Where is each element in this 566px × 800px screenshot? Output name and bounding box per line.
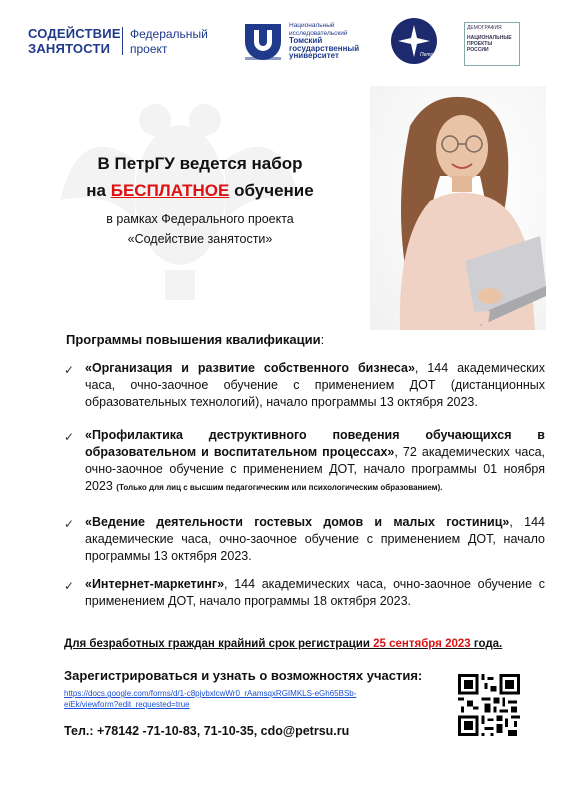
deadline-date: 25 сентября 2023 <box>373 638 471 650</box>
logo-divider <box>122 27 123 55</box>
registration-link-line-2[interactable]: eiEk/viewform?edit_requested=true <box>64 700 190 709</box>
tsu-small-2: исследовательский <box>289 29 348 37</box>
program-3-text: , 144 академические часа, очно-заочное обучение с применением ДОТ, начало программы 13 октября 2023. <box>85 515 545 563</box>
contact-info: Тел.: +78142 -71-10-83, 71-10-35, cdo@petrsu.ru <box>64 724 350 738</box>
woman-with-laptop-photo <box>370 86 546 330</box>
program-item-1 <box>85 360 545 411</box>
program-2-note: (Только для лиц с высшим педагогическим или психологическим образованием). <box>116 483 443 492</box>
logo-line-1: СОДЕЙСТВИЕ <box>28 26 121 41</box>
registration-form-link[interactable] <box>64 688 454 710</box>
national-projects-logo <box>464 22 520 66</box>
natproj-line-1: ДЕМОГРАФИЯ <box>467 25 502 31</box>
checkmark-icon: ✓ <box>64 430 75 444</box>
checkmark-icon: ✓ <box>64 517 75 531</box>
programs-title <box>66 332 324 347</box>
natproj-line-2: НАЦИОНАЛЬНЫЕ <box>467 35 512 41</box>
checkmark-icon: ✓ <box>64 579 75 593</box>
natproj-line-4: РОССИИ <box>467 47 489 53</box>
federal-project-label <box>130 27 208 57</box>
tsu-name-3: университет <box>289 51 339 60</box>
program-3-name: «Ведение деятельности гостевых домов и малых гостиниц» <box>85 515 510 529</box>
programs-title-text: Программы повышения квалификации <box>66 332 321 347</box>
program-4-text: , 144 академических часа, очно-заочное обучение с применением ДОТ, начало программы 18 октября 2023. <box>85 577 545 608</box>
tsu-name-1: Томский <box>289 36 323 45</box>
tsu-logo-icon <box>242 20 284 64</box>
headline-line-1: В ПетрГУ ведется набор <box>97 154 303 173</box>
registration-deadline <box>64 638 544 650</box>
natproj-line-3: ПРОЕКТЫ <box>467 41 493 47</box>
headline-sub-2: «Содействие занятости» <box>127 232 273 246</box>
headline-line-2-before: на <box>86 181 111 200</box>
headline-free-highlight: БЕСПЛАТНОЕ <box>110 181 230 200</box>
headline-line-2 <box>40 181 360 201</box>
checkmark-icon: ✓ <box>64 363 75 377</box>
headline-line-2-after: обучение <box>229 181 314 200</box>
registration-title: Зарегистрироваться и узнать о возможностях участия: <box>64 668 423 683</box>
program-2-name: «Профилактика деструктивного поведения обучающихся в образовательном и воспитательном процессах» <box>85 428 545 459</box>
qr-code-icon[interactable] <box>458 674 520 736</box>
program-item-3 <box>85 514 545 565</box>
logo-right-line-1: Федеральный <box>130 27 208 41</box>
logo-line-2: ЗАНЯТОСТИ <box>28 41 111 56</box>
deadline-before: Для безработных граждан крайний срок регистрации <box>64 638 374 650</box>
program-1-name: «Организация и развитие собственного бизнеса» <box>85 361 415 375</box>
petrgu-caption: ПетрГУ <box>420 52 440 58</box>
tsu-name <box>289 22 369 60</box>
program-4-name: «Интернет-маркетинг» <box>85 577 225 591</box>
sodeystvie-logo <box>28 26 121 56</box>
program-item-4 <box>85 576 545 610</box>
program-item-2 <box>85 427 545 496</box>
tsu-small-1: Национальный <box>289 22 335 29</box>
logo-right-line-2: проект <box>130 42 168 56</box>
programs-title-colon: : <box>320 332 325 347</box>
program-1-text: , 144 академических часа, очно-заочное обучение с применением ДОТ (дистанционных образовательных технологий), начало программы 13 октября 2023. <box>85 361 545 409</box>
program-2-text: , 72 академических часа, очно-заочное обучение с применением ДОТ, начало программы 01 ноября 2023 <box>85 445 545 493</box>
deadline-after: года. <box>470 638 503 650</box>
headline-sub-1: в рамках Федерального проекта <box>106 212 294 226</box>
tsu-name-2: государственный <box>289 43 360 53</box>
registration-link-line-1[interactable]: https://docs.google.com/forms/d/1-c8pjvbxlcwWr0_rAamsqxRGIMKLS-eGh65BSb- <box>64 689 357 698</box>
